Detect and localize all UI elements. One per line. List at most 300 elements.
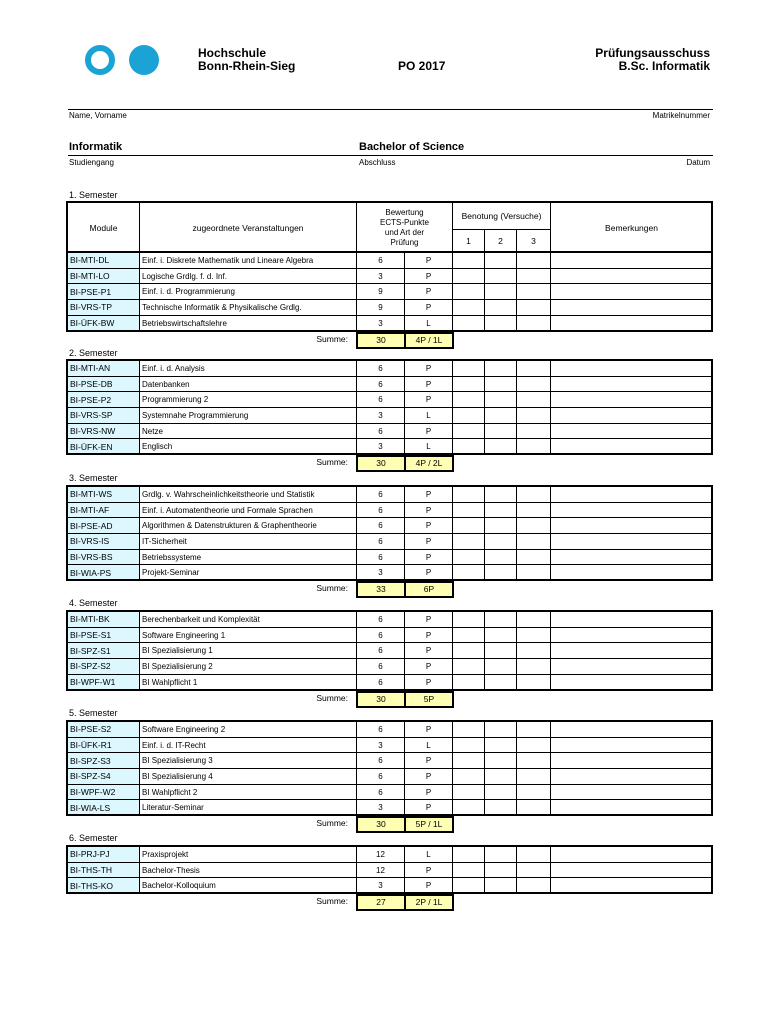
exam-type-cell: L xyxy=(405,408,453,424)
remarks-cell[interactable] xyxy=(551,847,713,863)
course-name: Berechenbarkeit und Komplexität xyxy=(140,612,357,628)
bewertung-l4: Prüfung xyxy=(390,237,419,247)
abschluss-label: Abschluss xyxy=(359,158,396,167)
attempt-2-cell[interactable] xyxy=(485,722,517,738)
module-code: BI-WPF-W1 xyxy=(68,674,140,690)
module-code: BI-SPZ-S2 xyxy=(68,659,140,675)
course-name: Software Engineering 1 xyxy=(140,627,357,643)
attempt-2-cell[interactable] xyxy=(485,268,517,284)
ects-cell: 3 xyxy=(357,315,405,331)
ects-cell: 6 xyxy=(357,753,405,769)
module-code: BI-MTI-BK xyxy=(68,612,140,628)
ects-cell: 6 xyxy=(357,376,405,392)
ects-cell: 6 xyxy=(357,643,405,659)
summe-label: Summe: xyxy=(316,692,348,703)
semester-table xyxy=(67,486,713,581)
exam-type-cell: P xyxy=(405,376,453,392)
table-row xyxy=(68,737,713,753)
attempt-1-cell[interactable] xyxy=(453,753,485,769)
studiengang-value: Informatik xyxy=(69,141,123,153)
attempt-3-cell[interactable] xyxy=(517,376,551,392)
ects-cell: 6 xyxy=(357,769,405,785)
sum-ects: 30 xyxy=(357,817,405,832)
module-code: BI-PSE-S1 xyxy=(68,627,140,643)
module-code: BI-PSE-DB xyxy=(68,376,140,392)
module-code: BI-VRS-TP xyxy=(68,300,140,316)
committee xyxy=(595,47,710,73)
module-code: BI-WPF-W2 xyxy=(68,784,140,800)
semester-title: 4. Semester xyxy=(69,598,118,608)
ects-cell: 6 xyxy=(357,534,405,550)
module-code: BI-WIA-PS xyxy=(68,565,140,581)
attempt-3-cell[interactable] xyxy=(517,769,551,785)
attempt-2-cell[interactable] xyxy=(485,737,517,753)
ects-cell: 3 xyxy=(357,565,405,581)
exam-type-cell: P xyxy=(405,722,453,738)
table-row xyxy=(68,408,713,424)
attempt-2-cell[interactable] xyxy=(485,392,517,408)
course-name: BI Spezialisierung 1 xyxy=(140,643,357,659)
exam-type-cell: P xyxy=(405,659,453,675)
studiengang-label: Studiengang xyxy=(69,158,114,167)
remarks-cell[interactable] xyxy=(551,643,713,659)
attempt-1-cell[interactable] xyxy=(453,502,485,518)
remarks-cell[interactable] xyxy=(551,300,713,316)
module-code: BI-WIA-LS xyxy=(68,800,140,816)
attempt-1-cell[interactable] xyxy=(453,565,485,581)
attempt-3-cell[interactable] xyxy=(517,659,551,675)
table-header xyxy=(67,202,713,253)
remarks-cell[interactable] xyxy=(551,722,713,738)
remarks-cell[interactable] xyxy=(551,534,713,550)
course-name: Logische Grdlg. f. d. Inf. xyxy=(140,268,357,284)
remarks-cell[interactable] xyxy=(551,268,713,284)
exam-type-cell: P xyxy=(405,769,453,785)
attempt-3-cell[interactable] xyxy=(517,518,551,534)
remarks-cell[interactable] xyxy=(551,784,713,800)
attempt-1-cell[interactable] xyxy=(453,627,485,643)
attempt-2-cell[interactable] xyxy=(485,862,517,878)
ects-cell: 6 xyxy=(357,487,405,503)
col-module: Module xyxy=(68,203,140,253)
module-code: BI-SPZ-S3 xyxy=(68,753,140,769)
module-code: BI-VRS-NW xyxy=(68,423,140,439)
attempt-1-cell[interactable] xyxy=(453,769,485,785)
attempt-2-cell[interactable] xyxy=(485,800,517,816)
semester-table xyxy=(67,360,713,455)
attempt-1-cell[interactable] xyxy=(453,862,485,878)
attempt-3-cell[interactable] xyxy=(517,784,551,800)
semester-table xyxy=(67,252,713,331)
exam-type-cell: P xyxy=(405,534,453,550)
remarks-cell[interactable] xyxy=(551,659,713,675)
attempt-2-cell[interactable] xyxy=(485,439,517,455)
course-name: Einf. i. Diskrete Mathematik und Lineare Algebra xyxy=(140,253,357,269)
attempt-3-cell[interactable] xyxy=(517,643,551,659)
attempt-2-cell[interactable] xyxy=(485,659,517,675)
attempt-2-cell[interactable] xyxy=(485,518,517,534)
attempt-2-cell[interactable] xyxy=(485,534,517,550)
attempt-3-cell[interactable] xyxy=(517,549,551,565)
attempt-1-cell[interactable] xyxy=(453,408,485,424)
attempt-3-cell[interactable] xyxy=(517,534,551,550)
exam-type-cell: P xyxy=(405,284,453,300)
table-row xyxy=(68,439,713,455)
remarks-cell[interactable] xyxy=(551,674,713,690)
remarks-cell[interactable] xyxy=(551,423,713,439)
table-row xyxy=(68,722,713,738)
sum-ects: 30 xyxy=(357,456,405,471)
attempt-1-cell[interactable] xyxy=(453,784,485,800)
attempt-1-cell[interactable] xyxy=(453,847,485,863)
table-row xyxy=(68,253,713,269)
remarks-cell[interactable] xyxy=(551,376,713,392)
attempt-1-cell[interactable] xyxy=(453,737,485,753)
sum-box-border xyxy=(356,581,454,598)
ects-cell: 3 xyxy=(357,878,405,894)
exam-type-cell: P xyxy=(405,674,453,690)
semester-title: 1. Semester xyxy=(69,190,118,200)
semester-table xyxy=(67,721,713,816)
bewertung-l1: Bewertung xyxy=(385,207,424,217)
attempt-1-cell[interactable] xyxy=(453,878,485,894)
module-code: BI-THS-KO xyxy=(68,878,140,894)
ects-cell: 6 xyxy=(357,392,405,408)
course-name: Netze xyxy=(140,423,357,439)
exam-type-cell: L xyxy=(405,439,453,455)
remarks-cell[interactable] xyxy=(551,769,713,785)
attempt-3-cell[interactable] xyxy=(517,862,551,878)
attempt-3-cell[interactable] xyxy=(517,800,551,816)
sum-exam-types: 4P / 2L xyxy=(405,456,453,471)
attempt-2-cell[interactable] xyxy=(485,253,517,269)
attempt-1-cell[interactable] xyxy=(453,361,485,377)
course-name: BI Wahlpflicht 2 xyxy=(140,784,357,800)
course-name: Grdlg. v. Wahrscheinlichkeitstheorie und Statistik xyxy=(140,487,357,503)
exam-type-cell: L xyxy=(405,315,453,331)
ects-cell: 6 xyxy=(357,549,405,565)
module-code: BI-ÜFK-EN xyxy=(68,439,140,455)
attempt-2-cell[interactable] xyxy=(485,361,517,377)
sum-box-border xyxy=(356,894,454,911)
sum-exam-types: 4P / 1L xyxy=(405,333,453,348)
table-row xyxy=(68,627,713,643)
table-row xyxy=(68,376,713,392)
attempt-3-cell[interactable] xyxy=(517,674,551,690)
module-code: BI-THS-TH xyxy=(68,862,140,878)
exam-type-cell: P xyxy=(405,300,453,316)
sum-box-border xyxy=(356,332,454,349)
remarks-cell[interactable] xyxy=(551,518,713,534)
table-row xyxy=(68,784,713,800)
attempt-2-cell[interactable] xyxy=(485,376,517,392)
exam-type-cell: L xyxy=(405,737,453,753)
versuch-1: 1 xyxy=(453,230,485,253)
remarks-cell[interactable] xyxy=(551,753,713,769)
ects-cell: 6 xyxy=(357,518,405,534)
school-line1: Hochschule xyxy=(198,46,267,60)
attempt-3-cell[interactable] xyxy=(517,315,551,331)
attempt-3-cell[interactable] xyxy=(517,612,551,628)
attempt-2-cell[interactable] xyxy=(485,627,517,643)
attempt-2-cell[interactable] xyxy=(485,315,517,331)
module-code: BI-PSE-AD xyxy=(68,518,140,534)
attempt-2-cell[interactable] xyxy=(485,878,517,894)
attempt-2-cell[interactable] xyxy=(485,300,517,316)
attempt-1-cell[interactable] xyxy=(453,439,485,455)
table-row xyxy=(68,361,713,377)
exam-type-cell: P xyxy=(405,392,453,408)
table-row xyxy=(68,612,713,628)
school-line2: Bonn-Rhein-Sieg xyxy=(198,59,296,73)
attempt-2-cell[interactable] xyxy=(485,408,517,424)
course-name: Projekt-Seminar xyxy=(140,565,357,581)
attempt-2-cell[interactable] xyxy=(485,284,517,300)
sum-ects: 33 xyxy=(357,582,405,597)
remarks-cell[interactable] xyxy=(551,253,713,269)
table-row xyxy=(68,284,713,300)
remarks-cell[interactable] xyxy=(551,800,713,816)
attempt-2-cell[interactable] xyxy=(485,565,517,581)
attempt-3-cell[interactable] xyxy=(517,847,551,863)
module-code: BI-MTI-LO xyxy=(68,268,140,284)
attempt-3-cell[interactable] xyxy=(517,878,551,894)
attempt-3-cell[interactable] xyxy=(517,753,551,769)
module-code: BI-VRS-IS xyxy=(68,534,140,550)
semester-title: 6. Semester xyxy=(69,833,118,843)
attempt-1-cell[interactable] xyxy=(453,722,485,738)
attempt-3-cell[interactable] xyxy=(517,392,551,408)
module-code: BI-VRS-BS xyxy=(68,549,140,565)
attempt-2-cell[interactable] xyxy=(485,502,517,518)
exam-type-cell: P xyxy=(405,268,453,284)
remarks-cell[interactable] xyxy=(551,627,713,643)
ects-cell: 12 xyxy=(357,862,405,878)
table-row xyxy=(68,487,713,503)
ects-cell: 3 xyxy=(357,439,405,455)
exam-type-cell: P xyxy=(405,643,453,659)
attempt-3-cell[interactable] xyxy=(517,408,551,424)
name-label: Name, Vorname xyxy=(69,111,127,120)
logo-dot-icon xyxy=(129,45,159,75)
semester-title: 3. Semester xyxy=(69,473,118,483)
attempt-1-cell[interactable] xyxy=(453,315,485,331)
exam-type-cell: P xyxy=(405,753,453,769)
remarks-cell[interactable] xyxy=(551,737,713,753)
versuch-2: 2 xyxy=(485,230,517,253)
exam-type-cell: L xyxy=(405,847,453,863)
exam-type-cell: P xyxy=(405,612,453,628)
attempt-1-cell[interactable] xyxy=(453,518,485,534)
remarks-cell[interactable] xyxy=(551,408,713,424)
remarks-cell[interactable] xyxy=(551,502,713,518)
sum-box-border xyxy=(356,816,454,833)
attempt-2-cell[interactable] xyxy=(485,674,517,690)
committee-line2: B.Sc. Informatik xyxy=(618,59,710,73)
semester-table xyxy=(67,611,713,690)
attempt-1-cell[interactable] xyxy=(453,612,485,628)
table-row xyxy=(68,423,713,439)
table-row xyxy=(68,549,713,565)
module-code: BI-MTI-WS xyxy=(68,487,140,503)
module-code: BI-VRS-SP xyxy=(68,408,140,424)
attempt-3-cell[interactable] xyxy=(517,253,551,269)
exam-type-cell: P xyxy=(405,423,453,439)
ects-cell: 3 xyxy=(357,800,405,816)
module-code: BI-ÜFK-R1 xyxy=(68,737,140,753)
table-row xyxy=(68,769,713,785)
ects-cell: 6 xyxy=(357,423,405,439)
attempt-2-cell[interactable] xyxy=(485,847,517,863)
attempt-2-cell[interactable] xyxy=(485,769,517,785)
attempt-2-cell[interactable] xyxy=(485,612,517,628)
summe-label: Summe: xyxy=(316,457,348,468)
course-name: Einf. i. d. Analysis xyxy=(140,361,357,377)
sum-box-border xyxy=(356,691,454,708)
remarks-cell[interactable] xyxy=(551,284,713,300)
ects-cell: 6 xyxy=(357,253,405,269)
col-bewertung xyxy=(357,203,453,253)
attempt-1-cell[interactable] xyxy=(453,392,485,408)
col-bemerkungen: Bemerkungen xyxy=(551,203,713,253)
attempt-1-cell[interactable] xyxy=(453,549,485,565)
table-row xyxy=(68,862,713,878)
attempt-1-cell[interactable] xyxy=(453,423,485,439)
course-name: IT-Sicherheit xyxy=(140,534,357,550)
course-name: BI Spezialisierung 4 xyxy=(140,769,357,785)
ects-cell: 3 xyxy=(357,408,405,424)
attempt-1-cell[interactable] xyxy=(453,534,485,550)
versuch-3: 3 xyxy=(517,230,551,253)
bewertung-l3: und Art der xyxy=(384,227,425,237)
attempt-2-cell[interactable] xyxy=(485,549,517,565)
attempt-2-cell[interactable] xyxy=(485,753,517,769)
table-row xyxy=(68,800,713,816)
attempt-1-cell[interactable] xyxy=(453,253,485,269)
summe-label: Summe: xyxy=(316,896,348,907)
ects-cell: 6 xyxy=(357,361,405,377)
course-name: Technische Informatik & Physikalische Grdlg. xyxy=(140,300,357,316)
table-row xyxy=(68,300,713,316)
attempt-1-cell[interactable] xyxy=(453,643,485,659)
course-name: Betriebssysteme xyxy=(140,549,357,565)
course-name: Einf. i. d. IT-Recht xyxy=(140,737,357,753)
remarks-cell[interactable] xyxy=(551,549,713,565)
attempt-2-cell[interactable] xyxy=(485,784,517,800)
remarks-cell[interactable] xyxy=(551,439,713,455)
attempt-3-cell[interactable] xyxy=(517,284,551,300)
remarks-cell[interactable] xyxy=(551,392,713,408)
attempt-3-cell[interactable] xyxy=(517,268,551,284)
course-name: Bachelor-Kolloquium xyxy=(140,878,357,894)
attempt-3-cell[interactable] xyxy=(517,565,551,581)
table-row xyxy=(68,674,713,690)
course-name: Programmierung 2 xyxy=(140,392,357,408)
remarks-cell[interactable] xyxy=(551,612,713,628)
remarks-cell[interactable] xyxy=(551,361,713,377)
ects-cell: 9 xyxy=(357,300,405,316)
attempt-1-cell[interactable] xyxy=(453,800,485,816)
remarks-cell[interactable] xyxy=(551,315,713,331)
course-name: Datenbanken xyxy=(140,376,357,392)
attempt-3-cell[interactable] xyxy=(517,502,551,518)
attempt-1-cell[interactable] xyxy=(453,284,485,300)
attempt-3-cell[interactable] xyxy=(517,487,551,503)
course-name: Praxisprojekt xyxy=(140,847,357,863)
course-name: Englisch xyxy=(140,439,357,455)
abschluss-value: Bachelor of Science xyxy=(359,141,465,153)
attempt-2-cell[interactable] xyxy=(485,487,517,503)
attempt-1-cell[interactable] xyxy=(453,487,485,503)
attempt-3-cell[interactable] xyxy=(517,737,551,753)
table-row xyxy=(68,847,713,863)
exam-type-cell: P xyxy=(405,878,453,894)
datum-label: Datum xyxy=(686,158,710,167)
exam-type-cell: P xyxy=(405,627,453,643)
attempt-2-cell[interactable] xyxy=(485,423,517,439)
sum-exam-types: 5P xyxy=(405,692,453,707)
committee-line1: Prüfungsausschuss xyxy=(595,46,710,60)
course-name: Literatur-Seminar xyxy=(140,800,357,816)
col-benotung: Benotung (Versuche) xyxy=(453,203,551,230)
table-row xyxy=(68,534,713,550)
attempt-3-cell[interactable] xyxy=(517,423,551,439)
attempt-3-cell[interactable] xyxy=(517,627,551,643)
exam-type-cell: P xyxy=(405,502,453,518)
exam-type-cell: P xyxy=(405,565,453,581)
summe-label: Summe: xyxy=(316,818,348,829)
attempt-3-cell[interactable] xyxy=(517,439,551,455)
ects-cell: 3 xyxy=(357,737,405,753)
remarks-cell[interactable] xyxy=(551,862,713,878)
bewertung-l2: ECTS-Punkte xyxy=(380,217,429,227)
attempt-3-cell[interactable] xyxy=(517,300,551,316)
course-name: Systemnahe Programmierung xyxy=(140,408,357,424)
course-name: Einf. i. d. Programmierung xyxy=(140,284,357,300)
attempt-1-cell[interactable] xyxy=(453,268,485,284)
sum-ects: 30 xyxy=(357,692,405,707)
sum-ects: 30 xyxy=(357,333,405,348)
course-name: Software Engineering 2 xyxy=(140,722,357,738)
remarks-cell[interactable] xyxy=(551,878,713,894)
course-name: BI Wahlpflicht 1 xyxy=(140,674,357,690)
attempt-1-cell[interactable] xyxy=(453,674,485,690)
table-row xyxy=(68,565,713,581)
sum-ects: 27 xyxy=(357,895,405,910)
module-code: BI-PSE-S2 xyxy=(68,722,140,738)
exam-type-cell: P xyxy=(405,487,453,503)
course-name: Algorithmen & Datenstrukturen & Graphentheorie xyxy=(140,518,357,534)
attempt-3-cell[interactable] xyxy=(517,722,551,738)
exam-type-cell: P xyxy=(405,549,453,565)
table-row xyxy=(68,268,713,284)
attempt-2-cell[interactable] xyxy=(485,643,517,659)
matrikel-label: Matrikelnummer xyxy=(652,111,710,120)
remarks-cell[interactable] xyxy=(551,565,713,581)
attempt-1-cell[interactable] xyxy=(453,659,485,675)
course-name: BI Spezialisierung 2 xyxy=(140,659,357,675)
attempt-1-cell[interactable] xyxy=(453,376,485,392)
summe-label: Summe: xyxy=(316,583,348,594)
module-code: BI-MTI-AN xyxy=(68,361,140,377)
semester-title: 2. Semester xyxy=(69,348,118,358)
remarks-cell[interactable] xyxy=(551,487,713,503)
module-code: BI-SPZ-S4 xyxy=(68,769,140,785)
module-code: BI-ÜFK-BW xyxy=(68,315,140,331)
attempt-1-cell[interactable] xyxy=(453,300,485,316)
course-name: Bachelor-Thesis xyxy=(140,862,357,878)
attempt-3-cell[interactable] xyxy=(517,361,551,377)
